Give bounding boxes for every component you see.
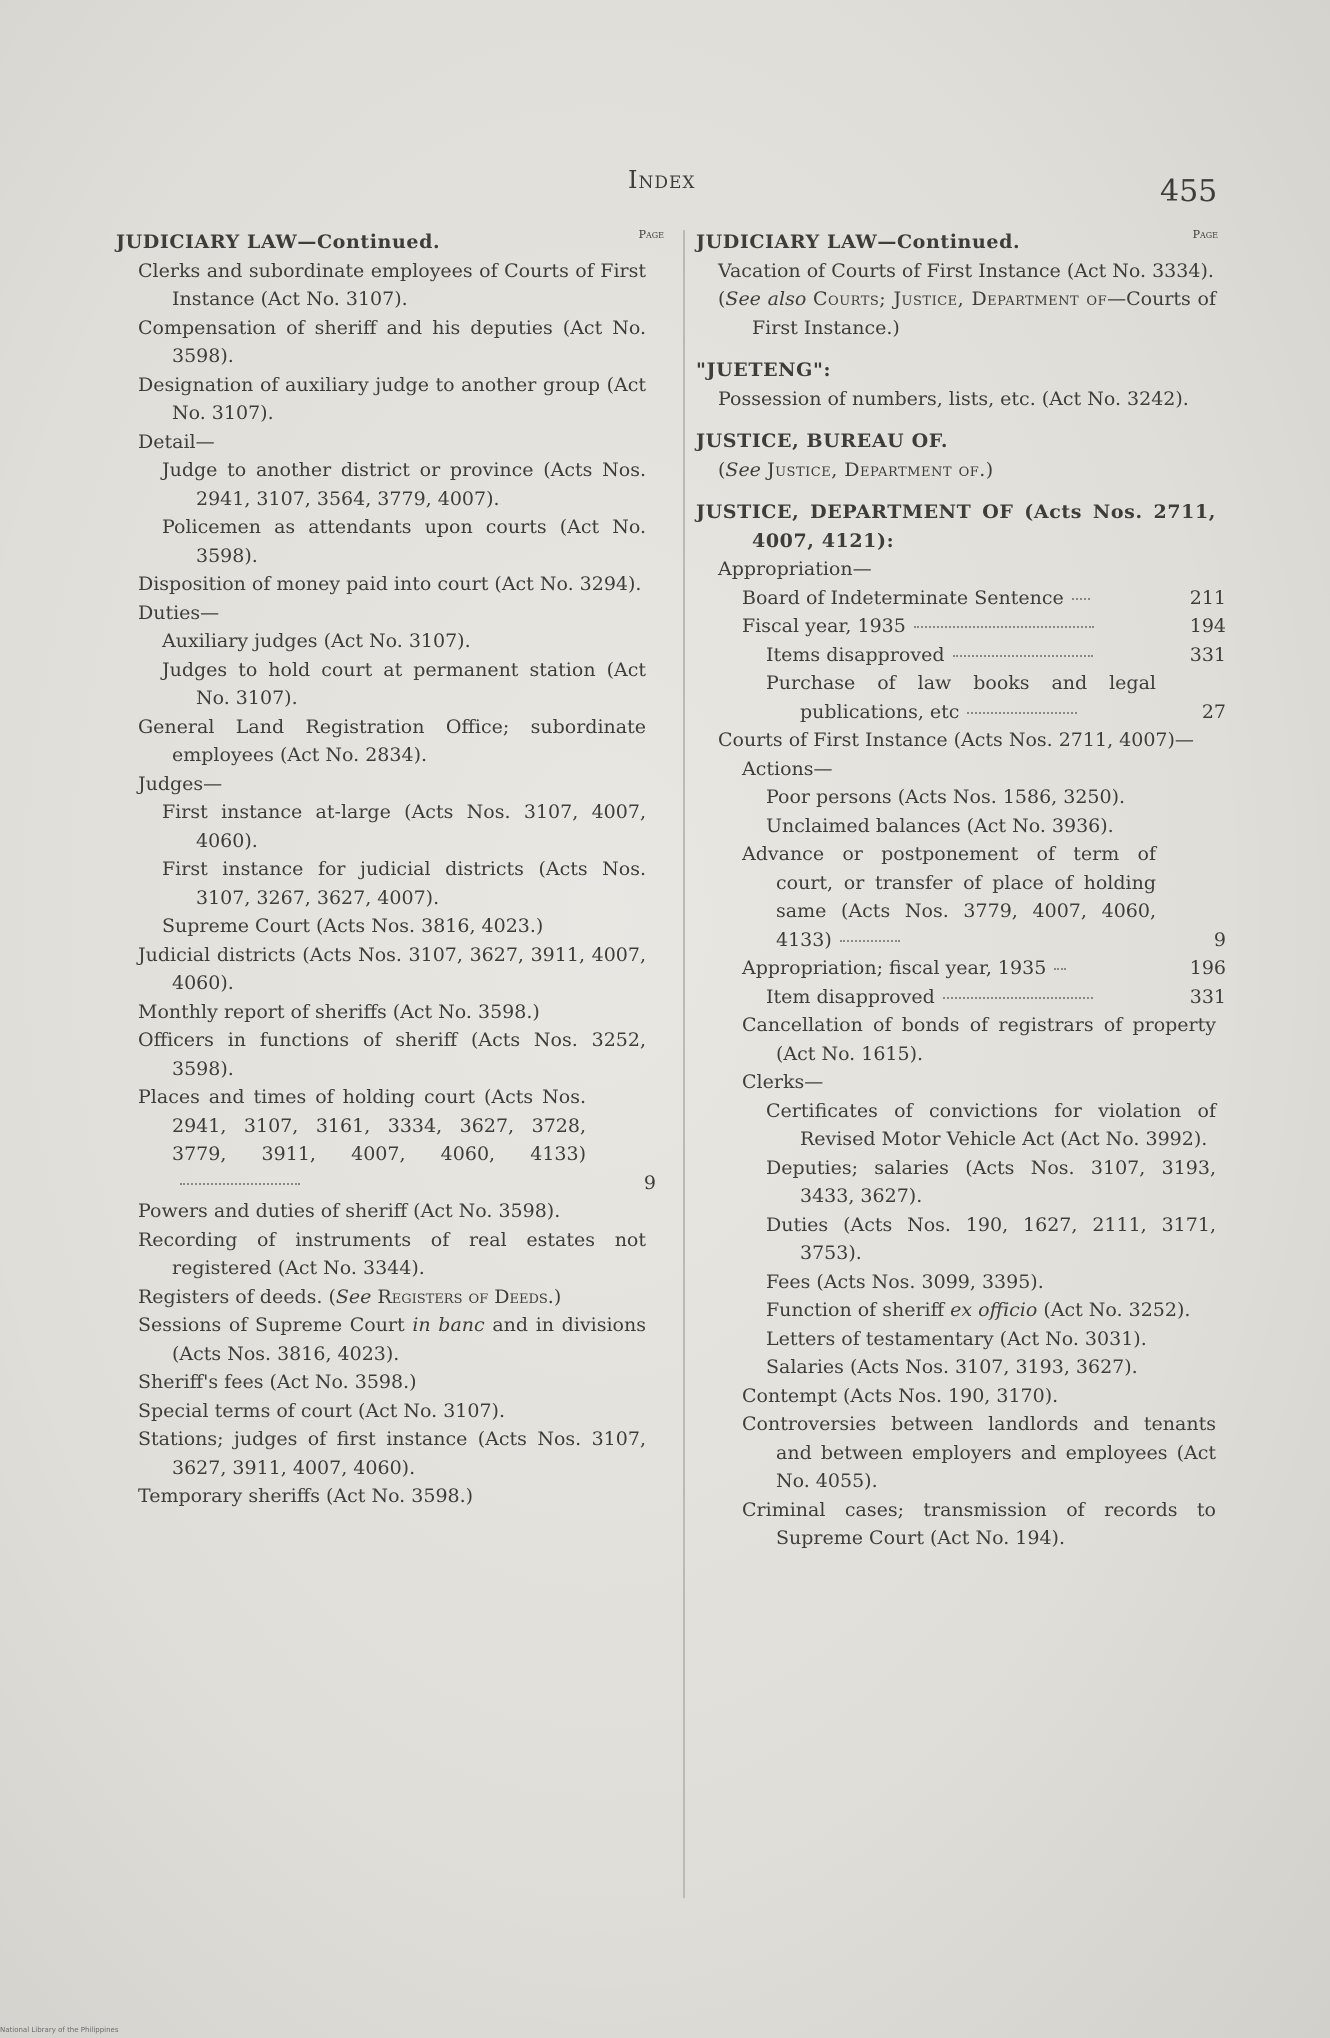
index-entry: Duties— — [138, 601, 220, 624]
page-reference: 331 — [1189, 985, 1226, 1008]
index-entry: Criminal cases; transmission of records to Supreme Court (Act No. 194). — [742, 1498, 1216, 1549]
entry-text: Advance or postponement of term of court, or transfer of place of holding same (Acts Nos. 3779, 4007, 4060, 4133) — [742, 843, 1156, 951]
entry-text: Registers of deeds. ( — [138, 1285, 336, 1308]
see-word: See — [335, 1285, 372, 1308]
page-reference: 211 — [1189, 586, 1226, 609]
running-head: Index — [628, 166, 696, 194]
italic-term: in banc — [412, 1314, 485, 1336]
index-entry: General Land Registration Office; subordinate employees (Act No. 2834). — [138, 715, 646, 766]
cross-reference: Registers of Deeds — [377, 1285, 548, 1308]
entry-text: Fiscal year, 1935 — [742, 615, 906, 637]
index-subentry: Judges to hold court at permanent station (Act No. 3107). — [162, 658, 646, 709]
page-reference: 9 — [643, 1171, 656, 1194]
entry-text: Board of Indeterminate Sentence — [742, 586, 1064, 609]
leader-dots — [1072, 598, 1090, 600]
index-subentry: Poor persons (Acts Nos. 1586, 3250). — [766, 786, 1126, 808]
index-entry: Sheriff's fees (Act No. 3598.) — [138, 1371, 417, 1393]
see-word: See — [725, 458, 761, 481]
index-entry: Courts of First Instance (Acts Nos. 2711, 4007)— — [718, 729, 1194, 751]
italic-term: ex officio — [950, 1299, 1038, 1321]
entry-text: and in divisions (Acts Nos. 3816, 4023). — [172, 1314, 646, 1365]
index-subentry: Actions— — [742, 757, 833, 780]
index-entry: Judges— — [138, 772, 223, 795]
index-entry: Special terms of court (Act No. 3107). — [138, 1399, 506, 1422]
entry-heading: JUDICIARY LAW—Continued. — [696, 231, 1021, 253]
index-entry-with-page — [696, 840, 1226, 954]
column-divider — [683, 230, 685, 1898]
leader-dots — [953, 655, 1093, 657]
entry-heading: "JUETENG": — [696, 359, 832, 381]
index-subentry: Auxiliary judges (Act No. 3107). — [162, 630, 471, 652]
index-entry: Monthly report of sheriffs (Act No. 3598.) — [138, 1000, 540, 1023]
page-number: 455 — [1160, 174, 1218, 209]
page-reference: 331 — [1189, 643, 1226, 666]
index-entry: Recording of instruments of real estates not registered (Act No. 3344). — [138, 1228, 646, 1279]
index-entry: Contempt (Acts Nos. 190, 3170). — [742, 1384, 1059, 1407]
index-entry-with-page — [696, 954, 1226, 983]
index-entry-with-page — [696, 612, 1226, 641]
entry-text: Appropriation; fiscal year, 1935 — [742, 957, 1047, 979]
leader-dots — [840, 940, 900, 942]
cross-reference: Courts; Justice, Department of — [813, 288, 1108, 310]
leader-dots — [914, 626, 1094, 628]
index-entry: Designation of auxiliary judge to another group (Act No. 3107). — [138, 373, 646, 424]
entry-text: ) — [985, 458, 994, 481]
page-reference: 27 — [1201, 700, 1226, 723]
index-subentry: First instance for judicial districts (Acts Nos. 3107, 3267, 3627, 4007). — [162, 858, 646, 909]
index-entry-with-page — [696, 584, 1226, 613]
entry-text: Purchase of law books and legal publications, etc — [766, 672, 1156, 723]
see-also-reference — [696, 285, 1226, 342]
index-entry: Controversies between landlords and tenants and between employers and employees (Act No. 4055). — [742, 1413, 1216, 1492]
entry-text: Items disapproved — [766, 643, 945, 666]
index-subentry: First instance at-large (Acts Nos. 3107, 4007, 4060). — [162, 801, 646, 852]
index-entry: Cancellation of bonds of registrars of property (Act No. 1615). — [742, 1014, 1216, 1065]
page-reference: 196 — [1189, 957, 1226, 979]
index-entry-with-page — [696, 983, 1226, 1012]
index-subentry: Supreme Court (Acts Nos. 3816, 4023.) — [162, 915, 544, 937]
entry-text: ( — [718, 288, 726, 310]
leader-dots — [943, 997, 1093, 999]
index-subentry: Deputies; salaries (Acts Nos. 3107, 3193, 3433, 3627). — [766, 1156, 1216, 1207]
entry-text: ( — [718, 458, 726, 481]
leader-dots — [1054, 968, 1066, 970]
entry-text: Item disapproved — [766, 985, 935, 1008]
index-subentry: Judge to another district or province (Acts Nos. 2941, 3107, 3564, 3779, 4007). — [162, 459, 646, 510]
index-entry — [116, 1311, 656, 1368]
index-subentry: Letters of testamentary (Act No. 3031). — [766, 1327, 1147, 1350]
index-subentry: Salaries (Acts Nos. 3107, 3193, 3627). — [766, 1356, 1138, 1378]
entry-heading: JUSTICE, DEPARTMENT OF (Acts Nos. 2711, 4007, 4121): — [696, 501, 1216, 552]
index-subentry — [696, 1296, 1226, 1325]
leader-dots — [967, 712, 1077, 714]
index-entry: Appropriation— — [718, 558, 872, 580]
index-entry: Disposition of money paid into court (Act No. 3294). — [138, 573, 642, 595]
index-entry: Compensation of sheriff and his deputies (Act No. 3598). — [138, 316, 646, 367]
index-entry-with-page — [696, 669, 1226, 726]
scan-credit: National Library of the Philippines — [0, 2026, 119, 2034]
page-column-label: Page — [638, 228, 664, 241]
index-entry: Detail— — [138, 430, 215, 453]
see-word: See also — [725, 288, 807, 310]
page-column-label: Page — [1192, 228, 1218, 241]
entry-text: (Act No. 3252). — [1037, 1299, 1191, 1321]
page-reference: 9 — [1213, 928, 1226, 951]
entry-text: .) — [547, 1285, 562, 1308]
entry-text: Sessions of Supreme Court — [138, 1314, 413, 1336]
entry-text: Function of sheriff — [766, 1299, 951, 1321]
index-entry-with-page — [116, 1083, 656, 1197]
index-subentry: Policemen as attendants upon courts (Act No. 3598). — [162, 516, 646, 567]
entry-text: Places and times of holding court (Acts Nos. 2941, 3107, 3161, 3334, 3627, 3728, 3779, 3911, 4007, 4060, 4133) — [138, 1086, 586, 1165]
index-subentry: Duties (Acts Nos. 190, 1627, 2111, 3171, 3753). — [766, 1213, 1216, 1264]
entry-text: —Courts of First Instance.) — [752, 288, 1216, 339]
index-subentry: Unclaimed balances (Act No. 3936). — [766, 814, 1114, 837]
index-entry: Clerks— — [742, 1071, 824, 1093]
index-entry: Clerks and subordinate employees of Courts of First Instance (Act No. 3107). — [138, 259, 646, 310]
index-entry: Possession of numbers, lists, etc. (Act No. 3242). — [718, 387, 1189, 410]
entry-heading: JUSTICE, BUREAU OF. — [696, 430, 949, 452]
left-column — [116, 222, 664, 1511]
right-column — [696, 222, 1226, 1553]
index-entry: Vacation of Courts of First Instance (Act No. 3334). — [718, 259, 1214, 282]
index-entry-with-page — [696, 641, 1226, 670]
index-entry — [116, 1283, 656, 1312]
entry-heading: JUDICIARY LAW—Continued. — [116, 231, 441, 253]
index-entry: Temporary sheriffs (Act No. 3598.) — [138, 1485, 474, 1507]
index-entry: Powers and duties of sheriff (Act No. 3598). — [138, 1200, 561, 1222]
see-reference — [696, 456, 1226, 485]
index-subentry: Certificates of convictions for violation of Revised Motor Vehicle Act (Act No. 3992). — [766, 1099, 1216, 1150]
index-subentry: Fees (Acts Nos. 3099, 3395). — [766, 1270, 1044, 1293]
index-entry: Judicial districts (Acts Nos. 3107, 3627, 3911, 4007, 4060). — [138, 943, 646, 994]
cross-reference: Justice, Department of. — [766, 458, 986, 481]
page-reference: 194 — [1189, 615, 1226, 637]
index-entry: Officers in functions of sheriff (Acts Nos. 3252, 3598). — [138, 1029, 646, 1080]
leader-dots — [180, 1183, 300, 1185]
index-entry: Stations; judges of first instance (Acts Nos. 3107, 3627, 3911, 4007, 4060). — [138, 1428, 646, 1479]
